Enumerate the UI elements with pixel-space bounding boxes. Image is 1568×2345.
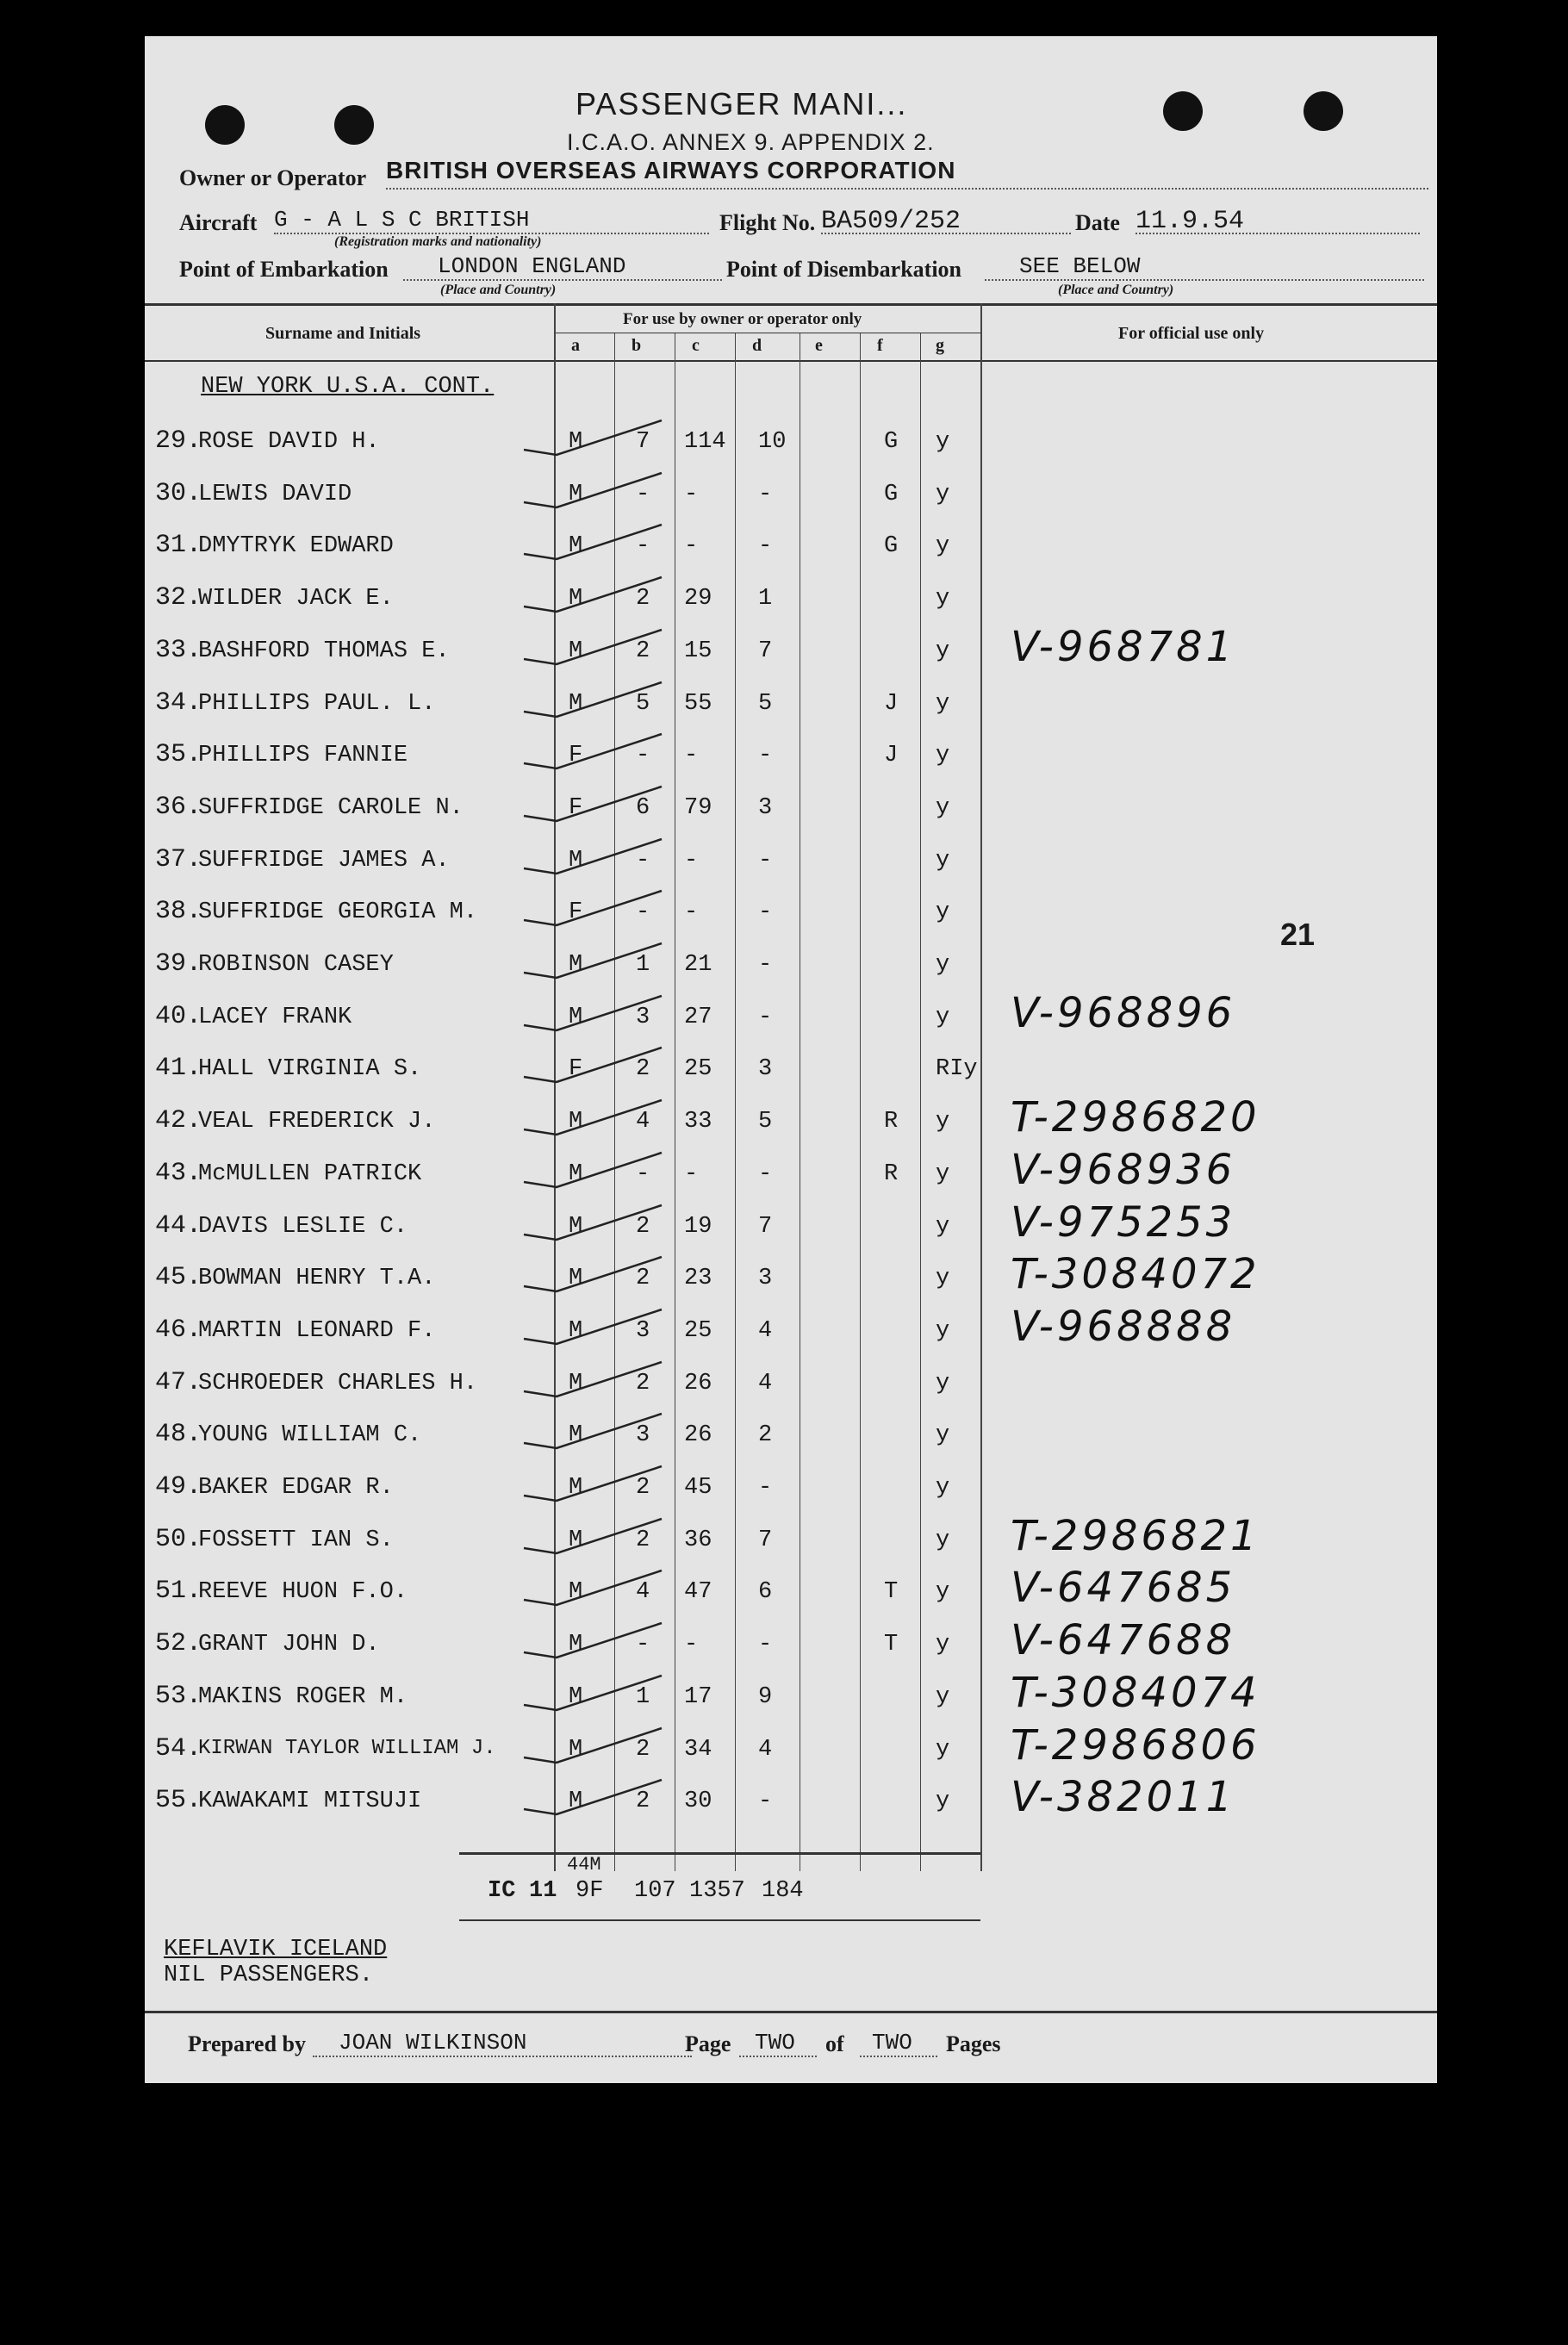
official-number: V-968896	[1011, 989, 1236, 1037]
cell-num: 37.	[155, 845, 202, 874]
tick-mark	[524, 943, 662, 978]
cell-b: -	[636, 848, 650, 874]
owner-value: BRITISH OVERSEAS AIRWAYS CORPORATION	[386, 157, 956, 183]
cell-a: M	[569, 1371, 583, 1396]
cell-a: M	[569, 1422, 583, 1448]
cell-b: 3	[636, 1422, 650, 1448]
cell-a: M	[569, 1005, 583, 1030]
page-value: TWO	[755, 2030, 795, 2056]
cell-name: BOWMAN HENRY T.A.	[198, 1266, 436, 1291]
embark-label: Point of Embarkation	[179, 257, 389, 282]
tick-mark	[524, 1728, 662, 1763]
cell-a: M	[569, 482, 583, 507]
cell-name: ROSE DAVID H.	[198, 429, 380, 455]
cell-g: y	[936, 429, 950, 455]
cell-g: y	[936, 482, 950, 507]
column-letter: b	[632, 336, 642, 355]
owner-use-header: For use by owner or operator only	[623, 310, 862, 328]
prepared-label: Prepared by	[188, 2031, 306, 2056]
cell-c: -	[684, 482, 699, 507]
cell-name: PHILLIPS PAUL. L.	[198, 691, 436, 717]
cell-d: 7	[758, 1214, 773, 1240]
cell-num: 51.	[155, 1577, 202, 1606]
column-letter: g	[936, 336, 944, 355]
official-number: T-3084074	[1011, 1669, 1260, 1717]
official-number: V-968781	[1011, 623, 1236, 671]
cell-a: M	[569, 1109, 583, 1135]
cell-a: M	[569, 1527, 583, 1553]
cell-d: 9	[758, 1684, 773, 1710]
cell-a: M	[569, 1475, 583, 1501]
cell-c: -	[684, 848, 699, 874]
tick-mark	[524, 577, 662, 612]
tick-mark	[524, 787, 662, 821]
cell-d: -	[758, 848, 773, 874]
prepared-value: JOAN WILKINSON	[339, 2030, 527, 2056]
cell-c: 45	[684, 1475, 712, 1501]
cell-num: 30.	[155, 479, 202, 508]
tick-mark	[524, 839, 662, 874]
tick-mark	[524, 1780, 662, 1814]
cell-num: 45.	[155, 1263, 202, 1292]
cell-num: 47.	[155, 1368, 202, 1397]
aircraft-label: Aircraft	[179, 210, 258, 235]
flight-value: BA509/252	[821, 207, 961, 236]
cell-name: VEAL FREDERICK J.	[198, 1109, 436, 1135]
form-title: PASSENGER MANI...	[576, 86, 908, 121]
cell-name: KIRWAN TAYLOR WILLIAM J.	[198, 1737, 496, 1760]
cell-d: -	[758, 1788, 773, 1814]
cell-b: -	[636, 743, 650, 768]
official-number: T-2986820	[1011, 1093, 1260, 1141]
cell-name: LACEY FRANK	[198, 1005, 352, 1030]
official-number: V-975253	[1011, 1198, 1236, 1247]
cell-name: GRANT JOHN D.	[198, 1632, 380, 1658]
cell-num: 54.	[155, 1734, 202, 1763]
cell-d: -	[758, 899, 773, 925]
cell-g: y	[936, 691, 950, 717]
cell-a: M	[569, 1737, 583, 1763]
cell-c: -	[684, 1632, 699, 1658]
cell-num: 41.	[155, 1054, 202, 1083]
official-number: V-647685	[1011, 1564, 1236, 1612]
disembark-value: SEE BELOW	[1019, 253, 1141, 279]
tick-mark	[524, 1309, 662, 1344]
section-keflavik: KEFLAVIK ICELAND	[164, 1937, 388, 1962]
tick-mark	[524, 1571, 662, 1605]
cell-name: PHILLIPS FANNIE	[198, 743, 408, 768]
cell-g: y	[936, 1266, 950, 1291]
cell-g: y	[936, 899, 950, 925]
cell-name: HALL VIRGINIA S.	[198, 1056, 422, 1082]
cell-name: BASHFORD THOMAS E.	[198, 638, 450, 664]
cell-a: M	[569, 1266, 583, 1291]
cell-d: 3	[758, 1266, 773, 1291]
cell-a: M	[569, 638, 583, 664]
tick-mark	[524, 1466, 662, 1501]
cell-a: M	[569, 429, 583, 455]
cell-f: R	[884, 1161, 899, 1187]
cell-b: -	[636, 1161, 650, 1187]
cell-num: 32.	[155, 583, 202, 613]
cell-g: y	[936, 1161, 950, 1187]
cell-a: M	[569, 533, 583, 559]
owner-label: Owner or Operator	[179, 165, 367, 190]
cell-d: 4	[758, 1371, 773, 1396]
cell-name: McMULLEN PATRICK	[198, 1161, 422, 1187]
cell-c: 79	[684, 795, 712, 821]
cell-b: -	[636, 482, 650, 507]
cell-c: 27	[684, 1005, 712, 1030]
cell-name: WILDER JACK E.	[198, 586, 394, 612]
cell-d: 3	[758, 1056, 773, 1082]
date-label: Date	[1075, 210, 1120, 235]
cell-a: M	[569, 1684, 583, 1710]
tick-mark	[524, 1100, 662, 1135]
cell-b: 2	[636, 1266, 650, 1291]
cell-c: 19	[684, 1214, 712, 1240]
tick-mark	[524, 1676, 662, 1710]
cell-f: G	[884, 429, 899, 455]
disembark-label: Point of Disembarkation	[726, 257, 961, 282]
column-letter: f	[877, 336, 883, 355]
cell-b: -	[636, 1632, 650, 1658]
cell-g: y	[936, 1422, 950, 1448]
cell-d: -	[758, 482, 773, 507]
cell-g: y	[936, 1684, 950, 1710]
tick-mark	[524, 996, 662, 1030]
aircraft-value: G - A L S C BRITISH	[274, 207, 530, 233]
cell-g: y	[936, 1579, 950, 1605]
official-number: V-647688	[1011, 1616, 1236, 1664]
pages-label: Pages	[946, 2031, 1001, 2056]
cell-name: DMYTRYK EDWARD	[198, 533, 394, 559]
cell-g: y	[936, 1214, 950, 1240]
cell-name: REEVE HUON F.O.	[198, 1579, 408, 1605]
aircraft-note: (Registration marks and nationality)	[334, 234, 542, 249]
cell-b: -	[636, 533, 650, 559]
cell-c: 15	[684, 638, 712, 664]
cell-g: y	[936, 743, 950, 768]
tick-mark	[524, 1362, 662, 1396]
cell-b: 2	[636, 638, 650, 664]
embark-note: (Place and Country)	[440, 283, 557, 297]
date-value: 11.9.54	[1136, 207, 1245, 236]
cell-d: -	[758, 533, 773, 559]
cell-b: 2	[636, 1056, 650, 1082]
cell-num: 49.	[155, 1472, 202, 1502]
cell-d: 2	[758, 1422, 773, 1448]
cell-g: y	[936, 795, 950, 821]
cell-num: 31.	[155, 531, 202, 560]
cell-d: 1	[758, 586, 773, 612]
cell-name: SUFFRIDGE JAMES A.	[198, 848, 450, 874]
form-subtitle: I.C.A.O. ANNEX 9. APPENDIX 2.	[567, 129, 935, 155]
cell-a: M	[569, 1579, 583, 1605]
disembark-note: (Place and Country)	[1058, 283, 1174, 297]
of-value: TWO	[872, 2030, 912, 2056]
cell-num: 43.	[155, 1159, 202, 1188]
cell-a: M	[569, 1318, 583, 1344]
cell-g: y	[936, 952, 950, 978]
tick-mark	[524, 1205, 662, 1240]
cell-b: 2	[636, 1527, 650, 1553]
cell-c: 33	[684, 1109, 712, 1135]
cell-name: SUFFRIDGE CAROLE N.	[198, 795, 464, 821]
tick-mark	[524, 1153, 662, 1187]
cell-name: LEWIS DAVID	[198, 482, 352, 507]
tick-mark	[524, 1048, 662, 1082]
cell-c: -	[684, 533, 699, 559]
cell-b: 2	[636, 1214, 650, 1240]
tick-mark	[524, 1257, 662, 1291]
cell-c: -	[684, 1161, 699, 1187]
cell-num: 33.	[155, 636, 202, 665]
total-b: 107	[634, 1878, 676, 1904]
tick-mark	[524, 1519, 662, 1553]
cell-a: M	[569, 691, 583, 717]
cell-c: 25	[684, 1056, 712, 1082]
cell-g: y	[936, 638, 950, 664]
column-letter: a	[571, 336, 580, 355]
cell-c: 30	[684, 1788, 712, 1814]
cell-d: -	[758, 1475, 773, 1501]
cell-g: y	[936, 1318, 950, 1344]
cell-g: y	[936, 533, 950, 559]
cell-c: 23	[684, 1266, 712, 1291]
cell-c: 34	[684, 1737, 712, 1763]
cell-a: M	[569, 586, 583, 612]
page-label: Page	[685, 2031, 731, 2056]
cell-a: F	[569, 899, 583, 925]
cell-b: 6	[636, 795, 650, 821]
cell-f: T	[884, 1632, 899, 1658]
official-number: T-3084072	[1011, 1250, 1260, 1298]
cell-d: 4	[758, 1318, 773, 1344]
cell-b: 2	[636, 1737, 650, 1763]
cell-g: y	[936, 1788, 950, 1814]
cell-c: 29	[684, 586, 712, 612]
cell-b: 2	[636, 586, 650, 612]
cell-g: y	[936, 586, 950, 612]
cell-name: DAVIS LESLIE C.	[198, 1214, 408, 1240]
cell-num: 46.	[155, 1316, 202, 1345]
cell-b: 2	[636, 1371, 650, 1396]
official-header: For official use only	[1118, 324, 1265, 343]
tick-mark	[524, 473, 662, 507]
cell-c: 36	[684, 1527, 712, 1553]
cell-f: G	[884, 533, 899, 559]
tick-mark	[524, 525, 662, 559]
total-female: 9F	[576, 1878, 604, 1904]
cell-d: -	[758, 952, 773, 978]
cell-d: -	[758, 1161, 773, 1187]
cell-name: MAKINS ROGER M.	[198, 1684, 408, 1710]
cell-b: 3	[636, 1318, 650, 1344]
cell-b: 7	[636, 429, 650, 455]
cell-name: SCHROEDER CHARLES H.	[198, 1371, 478, 1396]
cell-num: 52.	[155, 1629, 202, 1658]
cell-f: J	[884, 691, 899, 717]
cell-d: 10	[758, 429, 787, 455]
cell-g: y	[936, 1527, 950, 1553]
cell-d: 4	[758, 1737, 773, 1763]
total-ic-value: 11	[529, 1878, 557, 1904]
cell-name: ROBINSON CASEY	[198, 952, 394, 978]
section-new-york: NEW YORK U.S.A. CONT.	[201, 374, 495, 400]
cell-a: F	[569, 795, 583, 821]
cell-d: 7	[758, 638, 773, 664]
cell-a: M	[569, 1788, 583, 1814]
cell-num: 55.	[155, 1786, 202, 1815]
manifest-sheet	[145, 36, 1437, 2083]
official-number: T-2986821	[1011, 1512, 1260, 1560]
cell-g: y	[936, 1005, 950, 1030]
cell-num: 48.	[155, 1420, 202, 1449]
cell-name: SUFFRIDGE GEORGIA M.	[198, 899, 478, 925]
page-marker: 21	[1280, 917, 1316, 952]
cell-b: 2	[636, 1788, 650, 1814]
cell-f: J	[884, 743, 899, 768]
tick-mark	[524, 630, 662, 664]
cell-b: 2	[636, 1475, 650, 1501]
cell-c: 26	[684, 1371, 712, 1396]
cell-num: 39.	[155, 949, 202, 979]
column-letter: d	[752, 336, 762, 355]
cell-d: 5	[758, 1109, 773, 1135]
cell-g: y	[936, 1475, 950, 1501]
official-number: V-968888	[1011, 1303, 1236, 1351]
checkmark-overlay	[145, 36, 1437, 2083]
column-letter: c	[692, 336, 700, 355]
cell-num: 35.	[155, 740, 202, 769]
of-label: of	[825, 2031, 844, 2056]
cell-g: y	[936, 1109, 950, 1135]
cell-name: KAWAKAMI MITSUJI	[198, 1788, 422, 1814]
cell-d: -	[758, 743, 773, 768]
cell-num: 40.	[155, 1002, 202, 1031]
cell-g: y	[936, 1371, 950, 1396]
cell-d: -	[758, 1632, 773, 1658]
official-number: V-382011	[1011, 1773, 1236, 1821]
cell-d: 7	[758, 1527, 773, 1553]
cell-num: 53.	[155, 1682, 202, 1711]
cell-d: 5	[758, 691, 773, 717]
cell-num: 50.	[155, 1525, 202, 1554]
cell-a: F	[569, 743, 583, 768]
cell-c: -	[684, 743, 699, 768]
tick-mark	[524, 682, 662, 717]
cell-num: 36.	[155, 793, 202, 822]
cell-d: -	[758, 1005, 773, 1030]
cell-c: 21	[684, 952, 712, 978]
official-number: V-968936	[1011, 1146, 1236, 1194]
cell-d: 6	[758, 1579, 773, 1605]
cell-c: 114	[684, 429, 726, 455]
cell-b: 4	[636, 1109, 650, 1135]
cell-c: 47	[684, 1579, 712, 1605]
tick-mark	[524, 420, 662, 455]
cell-num: 29.	[155, 426, 202, 456]
cell-a: M	[569, 848, 583, 874]
cell-f: R	[884, 1109, 899, 1135]
cell-d: 3	[758, 795, 773, 821]
cell-a: M	[569, 1161, 583, 1187]
cell-c: 26	[684, 1422, 712, 1448]
cell-a: M	[569, 1632, 583, 1658]
cell-num: 44.	[155, 1211, 202, 1241]
cell-num: 42.	[155, 1106, 202, 1135]
tick-mark	[524, 734, 662, 768]
official-number: T-2986806	[1011, 1721, 1260, 1770]
cell-b: 1	[636, 1684, 650, 1710]
cell-g: y	[936, 1632, 950, 1658]
cell-g: y	[936, 1737, 950, 1763]
cell-f: T	[884, 1579, 899, 1605]
cell-name: BAKER EDGAR R.	[198, 1475, 394, 1501]
cell-a: M	[569, 1214, 583, 1240]
cell-name: FOSSETT IAN S.	[198, 1527, 394, 1553]
tick-mark	[524, 1414, 662, 1448]
name-col-header: Surname and Initials	[265, 324, 421, 343]
cell-c: 55	[684, 691, 712, 717]
cell-b: 5	[636, 691, 650, 717]
tick-mark	[524, 891, 662, 925]
cell-num: 34.	[155, 688, 202, 718]
cell-a: F	[569, 1056, 583, 1082]
tick-mark	[524, 1623, 662, 1658]
cell-b: -	[636, 899, 650, 925]
cell-c: -	[684, 899, 699, 925]
cell-b: 1	[636, 952, 650, 978]
cell-c: 25	[684, 1318, 712, 1344]
cell-c: 17	[684, 1684, 712, 1710]
cell-num: 38.	[155, 897, 202, 926]
column-letter: e	[815, 336, 823, 355]
total-c: 1357	[689, 1878, 745, 1904]
cell-f: G	[884, 482, 899, 507]
cell-g: y	[936, 848, 950, 874]
cell-g: RIy	[936, 1056, 978, 1082]
section-keflavik-note: NIL PASSENGERS.	[164, 1962, 374, 1988]
total-d: 184	[762, 1878, 804, 1904]
cell-b: 4	[636, 1579, 650, 1605]
total-ic-label: IC	[488, 1878, 516, 1904]
embark-value: LONDON ENGLAND	[438, 253, 626, 279]
cell-name: YOUNG WILLIAM C.	[198, 1422, 422, 1448]
cell-a: M	[569, 952, 583, 978]
flight-label: Flight No.	[719, 210, 816, 235]
cell-name: MARTIN LEONARD F.	[198, 1318, 436, 1344]
cell-b: 3	[636, 1005, 650, 1030]
total-male: 44M	[567, 1854, 601, 1875]
